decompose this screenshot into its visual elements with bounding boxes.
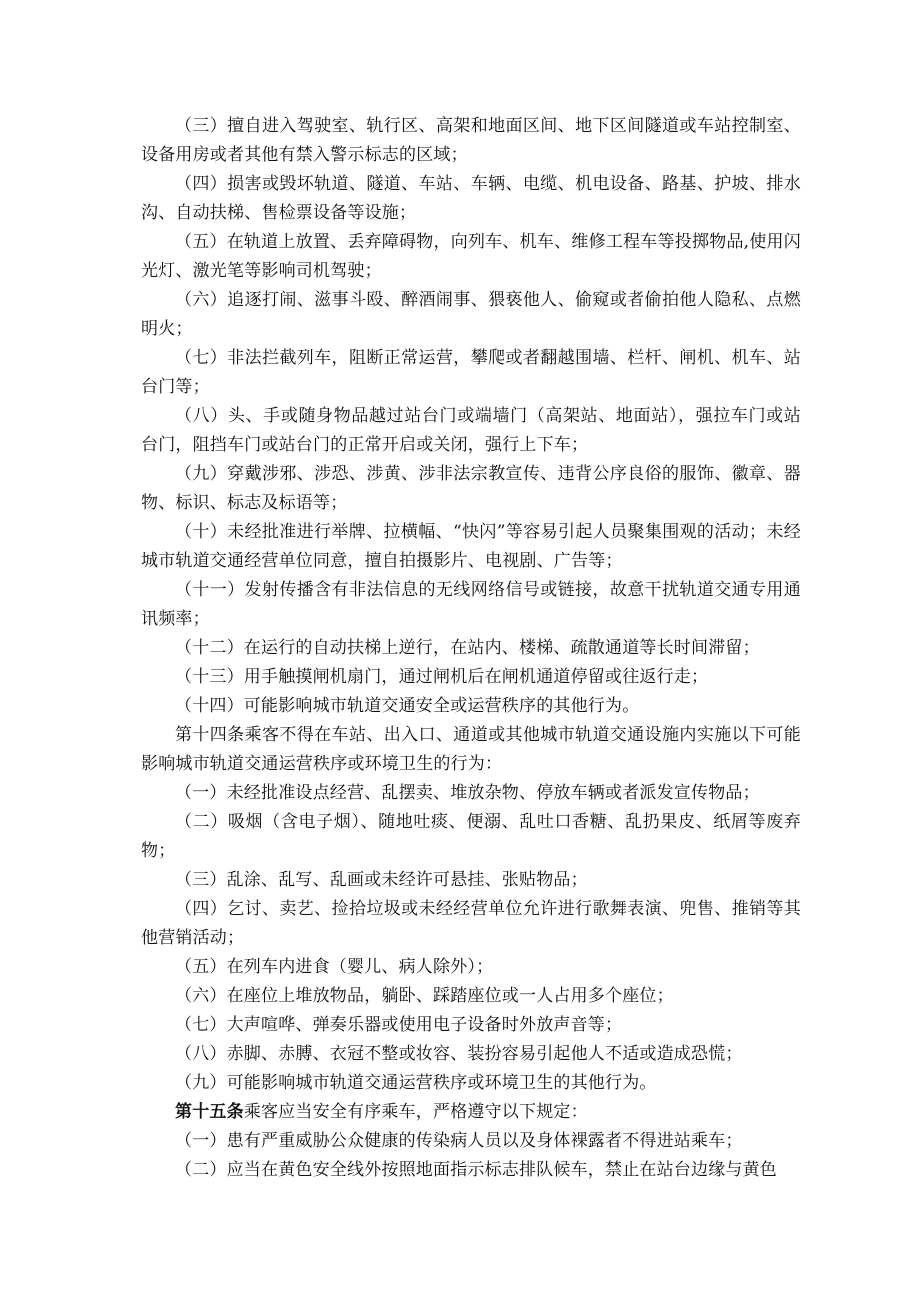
article-15-item-1: （一）患有严重威胁公众健康的传染病人员以及身体裸露者不得进站乘车；: [175, 1131, 743, 1151]
article-14-item-6: （六）在座位上堆放物品，躺卧、踩踏座位或一人占用多个座位；: [175, 986, 674, 1006]
paragraph-item-6: （六）追逐打闹、滋事斗殴、醉酒闹事、猥亵他人、偷窥或者偷拍他人隐私、点燃明火；: [141, 290, 801, 339]
article-15-number: 第十五条: [175, 1102, 244, 1122]
article-14-item-1: （一）未经批准设点经营、乱摆卖、堆放杂物、停放车辆或者派发宣传物品；: [175, 783, 760, 803]
article-14-item-7: （七）大声喧哗、弹奏乐器或使用电子设备时外放声音等；: [175, 1015, 623, 1035]
paragraph-item-7: （七）非法拦截列车，阻断正常运营，攀爬或者翻越围墙、栏杆、闸机、机车、站台门等；: [141, 348, 801, 397]
article-15-item-2: （二）应当在黄色安全线外按照地面指示标志排队候车，禁止在站台边缘与黄色: [175, 1160, 777, 1180]
article-14-item-4: （四）乞讨、卖艺、捡拾垃圾或未经经营单位允许进行歌舞表演、兜售、推销等其他营销活动；: [141, 899, 801, 948]
article-14-item-2: （二）吸烟（含电子烟）、随地吐痰、便溺、乱吐口香糖、乱扔果皮、纸屑等废弃物；: [141, 812, 801, 861]
paragraph-item-13: （十三）用手触摸闸机扇门，通过闸机后在闸机通道停留或往返行走；: [175, 667, 709, 687]
article-15-heading: [141, 1098, 801, 1127]
paragraph-item-8: （八）头、手或随身物品越过站台门或端墙门（高架站、地面站），强拉车门或站台门，阻挡车门或站台门的正常开启或关闭，强行上下车；: [141, 406, 801, 455]
paragraph-item-9: （九）穿戴涉邪、涉恐、涉黄、涉非法宗教宣传、违背公序良俗的服饰、徽章、器物、标识、标志及标语等；: [141, 464, 801, 513]
article-14-item-5: （五）在列车内进食（婴儿、病人除外）；: [175, 957, 494, 977]
document-body: [141, 112, 801, 1185]
paragraph-item-5: （五）在轨道上放置、丢弃障碍物，向列车、机车、维修工程车等投掷物品,使用闪光灯、激光笔等影响司机驾驶；: [141, 232, 801, 281]
article-14-item-3: （三）乱涂、乱写、乱画或未经许可悬挂、张贴物品；: [175, 870, 588, 890]
paragraph-item-11: （十一）发射传播含有非法信息的无线网络信号或链接，故意干扰轨道交通专用通讯频率；: [141, 580, 801, 629]
article-14-heading: 第十四条乘客不得在车站、出入口、通道或其他城市轨道交通设施内实施以下可能影响城市轨道交通运营秩序或环境卫生的行为：: [141, 725, 801, 774]
article-14-item-8: （八）赤脚、赤膊、衣冠不整或妆容、装扮容易引起他人不适或造成恐慌；: [175, 1044, 743, 1064]
article-15-text: 乘客应当安全有序乘车，严格遵守以下规定：: [243, 1102, 588, 1122]
paragraph-item-12: （十二）在运行的自动扶梯上逆行，在站内、楼梯、疏散通道等长时间滞留；: [175, 638, 760, 658]
paragraph-item-14: （十四）可能影响城市轨道交通安全或运营秩序的其他行为。: [175, 696, 640, 716]
paragraph-item-4: （四）损害或毁坏轨道、隧道、车站、车辆、电缆、机电设备、路基、护坡、排水沟、自动扶梯、售检票设备等设施；: [141, 174, 801, 223]
paragraph-item-3: （三）擅自进入驾驶室、轨行区、高架和地面区间、地下区间隧道或车站控制室、设备用房或者其他有禁入警示标志的区域；: [141, 116, 801, 165]
article-14-item-9: （九）可能影响城市轨道交通运营秩序或环境卫生的其他行为。: [175, 1073, 657, 1093]
paragraph-item-10: （十）未经批准进行举牌、拉横幅、“快闪”等容易引起人员聚集围观的活动；未经城市轨道交通经营单位同意，擅自拍摄影片、电视剧、广告等；: [141, 522, 801, 571]
